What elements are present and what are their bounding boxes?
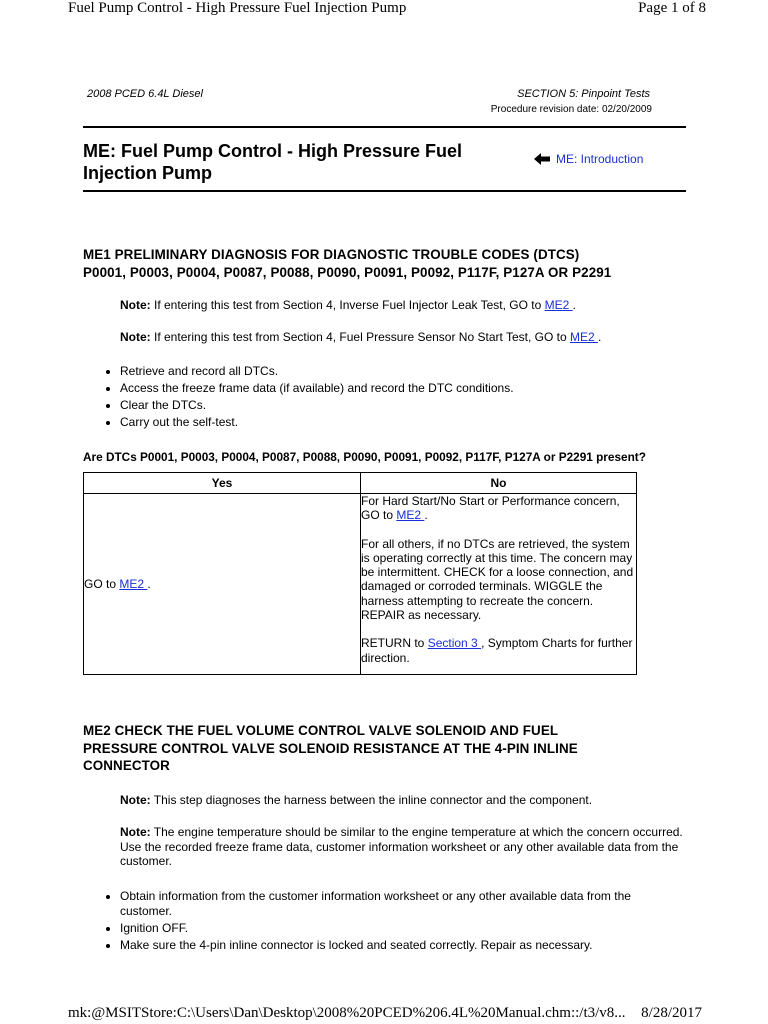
note-label: Note: bbox=[120, 330, 151, 344]
me2-note-2 bbox=[120, 825, 685, 869]
note-period: . bbox=[597, 330, 602, 344]
note-label: Note: bbox=[120, 793, 151, 807]
me2-link[interactable]: ME2 bbox=[544, 298, 573, 312]
note-label: Note: bbox=[120, 298, 151, 312]
no-column-header: No bbox=[361, 473, 637, 494]
left-arrow-icon bbox=[534, 153, 550, 165]
me2-link[interactable]: ME2 bbox=[119, 577, 148, 591]
back-link-label: ME: Introduction bbox=[556, 152, 644, 166]
me1-heading bbox=[83, 246, 683, 281]
yes-no-table bbox=[83, 472, 637, 675]
revision-date: Procedure revision date: 02/20/2009 bbox=[490, 104, 652, 115]
list-item: • Retrieve and record all DTCs. bbox=[120, 363, 685, 380]
print-footer-path: mk:@MSITStore:C:\Users\Dan\Desktop\2008%20PCED%206.4L%20Manual.chm::/t3/v8... bbox=[68, 1005, 626, 1021]
page-title bbox=[83, 140, 523, 184]
yes-text: GO to bbox=[84, 577, 120, 591]
note-period: . bbox=[572, 298, 576, 312]
list-item: • Make sure the 4-pin inline connector is locked and seated correctly. Repair as necessary. bbox=[120, 938, 685, 953]
me2-link[interactable]: ME2 bbox=[569, 330, 598, 344]
no-paragraph-1 bbox=[361, 494, 636, 523]
me2-heading bbox=[83, 722, 683, 775]
yes-column-header: Yes bbox=[84, 473, 361, 494]
me1-heading-line1: ME1 PRELIMINARY DIAGNOSIS FOR DIAGNOSTIC TROUBLE CODES (DTCS) bbox=[83, 247, 580, 262]
no-p3-after: , Symptom Charts for further direction. bbox=[361, 636, 633, 665]
note-label: Note: bbox=[120, 825, 151, 839]
print-header-title: Fuel Pump Control - High Pressure Fuel Injection Pump bbox=[68, 0, 407, 16]
me2-step-list bbox=[102, 889, 685, 955]
print-page-number: Page 1 of 8 bbox=[638, 0, 706, 16]
title-rule bbox=[83, 190, 686, 192]
section-label: SECTION 5: Pinpoint Tests bbox=[517, 88, 650, 100]
print-footer-date: 8/28/2017 bbox=[641, 1005, 702, 1021]
note-text: This step diagnoses the harness between the inline connector and the component. bbox=[150, 793, 593, 807]
section-3-link[interactable]: Section 3 bbox=[427, 636, 482, 651]
note-text: If entering this test from Section 4, Fuel Pressure Sensor No Start Test, GO to bbox=[150, 330, 570, 344]
list-item: • Obtain information from the customer information worksheet or any other available data from the customer. bbox=[120, 889, 685, 918]
table-row bbox=[84, 494, 637, 675]
no-p1-period: . bbox=[424, 508, 428, 523]
me1-note-1 bbox=[120, 298, 685, 313]
no-paragraph-2: For all others, if no DTCs are retrieved, the system is operating correctly at this time. The concern may be intermittent. CHECK for a loose connection, and damaged or corroded terminals. WIGGLE the harness attempting to recreate the concern. REPAIR as necessary. bbox=[361, 536, 634, 623]
no-paragraph-3 bbox=[361, 636, 636, 665]
me1-note-2 bbox=[120, 330, 685, 345]
no-p3-text: RETURN to bbox=[361, 636, 428, 651]
me1-step-list bbox=[102, 363, 685, 431]
list-item: • Access the freeze frame data (if available) and record the DTC conditions. bbox=[120, 380, 685, 397]
list-item: • Clear the DTCs. bbox=[120, 397, 685, 414]
top-rule bbox=[83, 126, 686, 128]
back-to-introduction-link[interactable] bbox=[534, 152, 643, 166]
me2-link[interactable]: ME2 bbox=[396, 508, 425, 523]
list-item: • Carry out the self-test. bbox=[120, 414, 685, 431]
me1-heading-line2: P0001, P0003, P0004, P0087, P0088, P0090, P0091, P0092, P117F, P127A OR P2291 bbox=[83, 264, 612, 280]
list-item: • Ignition OFF. bbox=[120, 921, 685, 936]
no-cell bbox=[361, 494, 637, 675]
page-title-line2: Injection Pump bbox=[83, 163, 213, 183]
me2-note-1 bbox=[120, 793, 685, 808]
no-p1-text: For Hard Start/No Start or Performance concern, GO to bbox=[361, 494, 620, 523]
note-text: The engine temperature should be similar to the engine temperature at which the concern occurred. Use the recorded freeze frame data, customer information worksheet or any other available data from the customer. bbox=[120, 825, 683, 868]
manual-name: 2008 PCED 6.4L Diesel bbox=[87, 88, 203, 100]
yes-period: . bbox=[147, 577, 151, 591]
table-header-row bbox=[84, 473, 637, 494]
yes-cell bbox=[84, 494, 361, 675]
me2-heading-line2: PRESSURE CONTROL VALVE SOLENOID RESISTANCE AT THE 4-PIN INLINE bbox=[83, 740, 578, 756]
me2-heading-line3: CONNECTOR bbox=[83, 758, 170, 773]
me2-heading-line1: ME2 CHECK THE FUEL VOLUME CONTROL VALVE SOLENOID AND FUEL bbox=[83, 723, 559, 738]
me1-question: Are DTCs P0001, P0003, P0004, P0087, P0088, P0090, P0091, P0092, P117F, P127A or P2291 present? bbox=[83, 450, 646, 464]
page-title-line1: ME: Fuel Pump Control - High Pressure Fuel bbox=[83, 141, 463, 161]
note-text: If entering this test from Section 4, Inverse Fuel Injector Leak Test, GO to bbox=[150, 298, 545, 312]
